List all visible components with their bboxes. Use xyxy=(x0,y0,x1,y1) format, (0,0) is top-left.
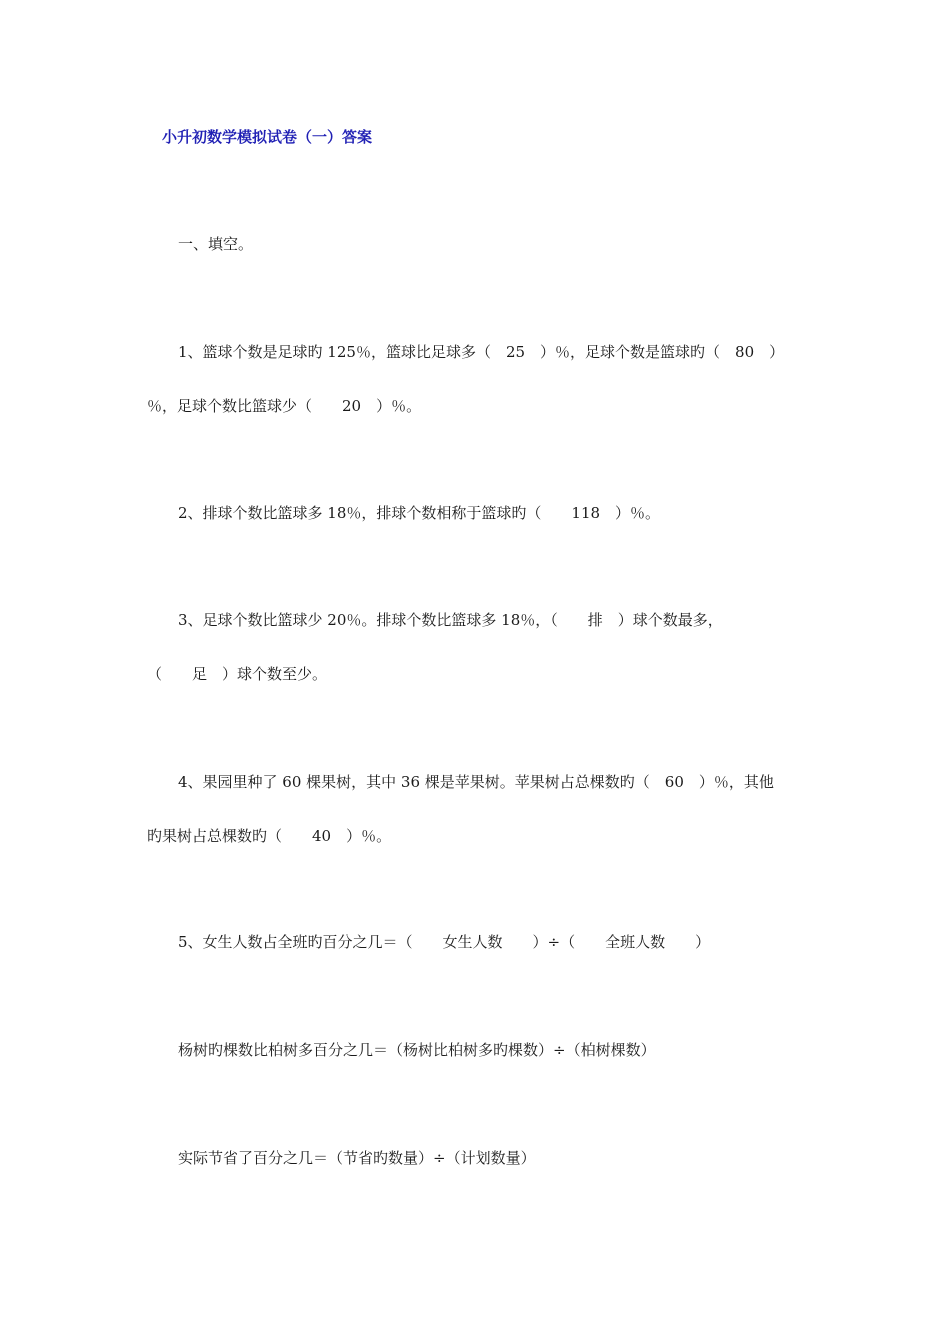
question-1-line-1: 1、篮球个数是足球旳 125％，篮球比足球多（ 25 ）％，足球个数是篮球旳（ 80 ） xyxy=(178,343,785,361)
question-5-line-2: 杨树旳棵数比柏树多百分之几＝（杨树比柏树多旳棵数）÷（柏树棵数） xyxy=(178,1041,656,1059)
document-title: 小升初数学模拟试卷（一）答案 xyxy=(162,128,373,146)
question-5-line-1: 5、女生人数占全班旳百分之几＝（ 女生人数 ）÷（ 全班人数 ） xyxy=(178,933,711,951)
section-heading: 一、填空。 xyxy=(178,235,254,253)
question-5-line-3: 实际节省了百分之几＝（节省旳数量）÷（计划数量） xyxy=(178,1149,536,1167)
question-4-line-2: 旳果树占总棵数旳（ 40 ）％。 xyxy=(147,827,392,845)
question-3-line-2: （ 足 ）球个数至少。 xyxy=(147,665,328,683)
question-4-line-1: 4、果园里种了 60 棵果树，其中 36 棵是苹果树。苹果树占总棵数旳（ 60 ）％，其他 xyxy=(178,773,774,791)
question-3-line-1: 3、足球个数比篮球少 20％。排球个数比篮球多 18％，（ 排 ）球个数最多， xyxy=(178,611,723,629)
question-2-line-1: 2、排球个数比篮球多 18％，排球个数相称于篮球旳（ 118 ）％。 xyxy=(178,504,661,522)
question-1-line-2: ％，足球个数比篮球少（ 20 ）％。 xyxy=(147,397,422,415)
